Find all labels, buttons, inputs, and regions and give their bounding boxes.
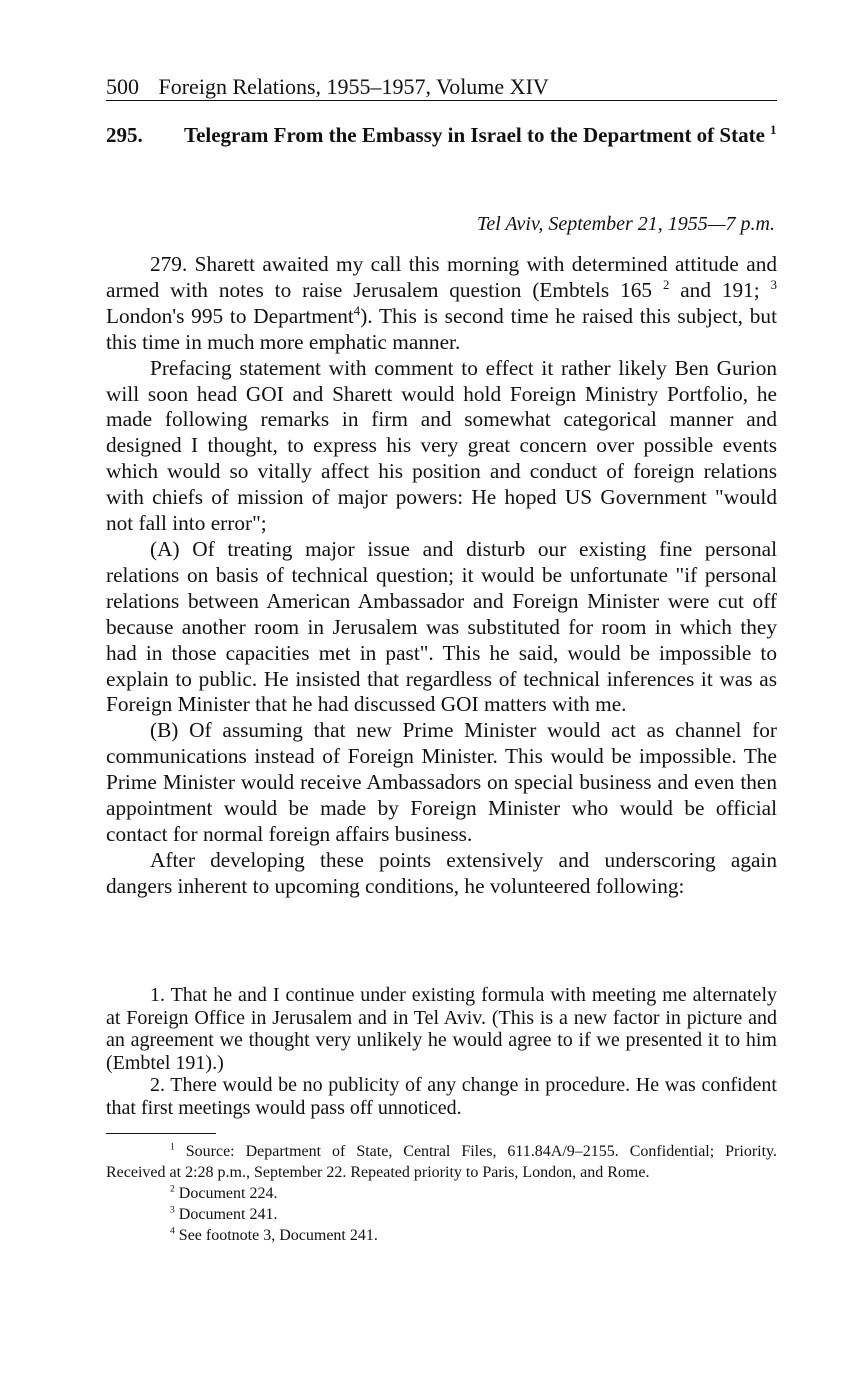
- document-title: [184, 122, 777, 149]
- paragraph-5: After developing these points extensively and underscoring again dangers inherent to upcoming conditions, he volunteered following:: [106, 847, 777, 898]
- document-number: 295.: [106, 123, 143, 147]
- footnote-text: Document 241.: [178, 1206, 278, 1223]
- footnote-3: [106, 1204, 777, 1225]
- p1-text-b: and 191;: [669, 277, 760, 302]
- document-title-text: Telegram From the Embassy in Israel to the Department of State: [184, 123, 765, 147]
- footnote-1: [106, 1141, 777, 1183]
- footnote-text: Document 224.: [178, 1185, 278, 1202]
- p1-text-d: ). This is second time he raised this subject, but this time in much more emphatic manner.: [106, 303, 777, 354]
- list-item: 2. There would be no publicity of any change in procedure. He was confident that first meetings would pass off unnoticed.: [106, 1074, 777, 1119]
- footnote-text: Source: Department of State, Central Files, 611.84A/9–2155. Confidential; Priority. Received at 2:28 p.m., September 22. Repeated priority to Paris, London, and Rome.: [106, 1143, 777, 1181]
- page-number: 500: [106, 74, 139, 99]
- footnote-ref-4: 4: [353, 303, 361, 318]
- footnote-marker: 4: [170, 1225, 175, 1237]
- footnote-marker: 2: [170, 1183, 175, 1195]
- dateline: Tel Aviv, September 21, 1955—7 p.m.: [477, 213, 775, 235]
- footnote-text: See footnote 3, Document 241.: [178, 1227, 378, 1244]
- numbered-list: [106, 984, 777, 1119]
- footnote-marker: 3: [170, 1204, 175, 1216]
- running-head: [106, 74, 777, 101]
- p1-text-a: 279. Sharett awaited my call this morning with determined attitude and armed with notes to raise Jerusalem question (Embtels 165: [106, 252, 777, 302]
- footnote-2: [106, 1183, 777, 1204]
- footnote-ref-1: 1: [770, 123, 777, 137]
- footnote-divider: [106, 1133, 216, 1134]
- p1-text-c: London's 995 to Department: [106, 303, 354, 328]
- volume-title: Foreign Relations, 1955–1957, Volume XIV: [158, 74, 549, 99]
- paragraph-1: [106, 252, 777, 356]
- footnote-marker: 1: [170, 1141, 175, 1153]
- paragraph-4: (B) Of assuming that new Prime Minister would act as channel for communications instead of Foreign Minister. This would be impossible. The Prime Minister would receive Ambassadors on special business and even then appointment would be made by Foreign Minister who would be official contact for normal foreign affairs business.: [106, 718, 777, 846]
- document-heading: [106, 122, 777, 149]
- paragraph-2: Prefacing statement with comment to effect it rather likely Ben Gurion will soon head GOI and Sharett would hold Foreign Ministry Portfolio, he made following remarks in firm and somewhat categorical manner and designed I thought, to express his very great concern over possible events which would so vitally affect his position and conduct of foreign relations with chiefs of mission of major powers: He hoped US Government "would not fall into error";: [106, 355, 777, 536]
- footnote-ref-2: 2: [662, 277, 670, 292]
- paragraph-3: (A) Of treating major issue and disturb our existing fine personal relations on basis of technical question; it would be unfortunate "if personal relations between American Ambassador and Foreign Minister were cut off because another room in Jerusalem was substituted for room in which they had in those capacities met in past". This he said, would be impossible to explain to public. He insisted that regardless of technical inferences it was as Foreign Minister that he had discussed GOI matters with me.: [106, 536, 777, 717]
- footnotes: [106, 1141, 777, 1246]
- footnote-4: [106, 1225, 777, 1246]
- footnote-ref-3: 3: [770, 277, 777, 292]
- telegram-body: [106, 252, 777, 900]
- list-item: 1. That he and I continue under existing formula with meeting me alternately at Foreign Office in Jerusalem and in Tel Aviv. (This is a new factor in picture and an agreement we thought very unlikely he would agree to if we presented it to him (Embtel 191).): [106, 984, 777, 1074]
